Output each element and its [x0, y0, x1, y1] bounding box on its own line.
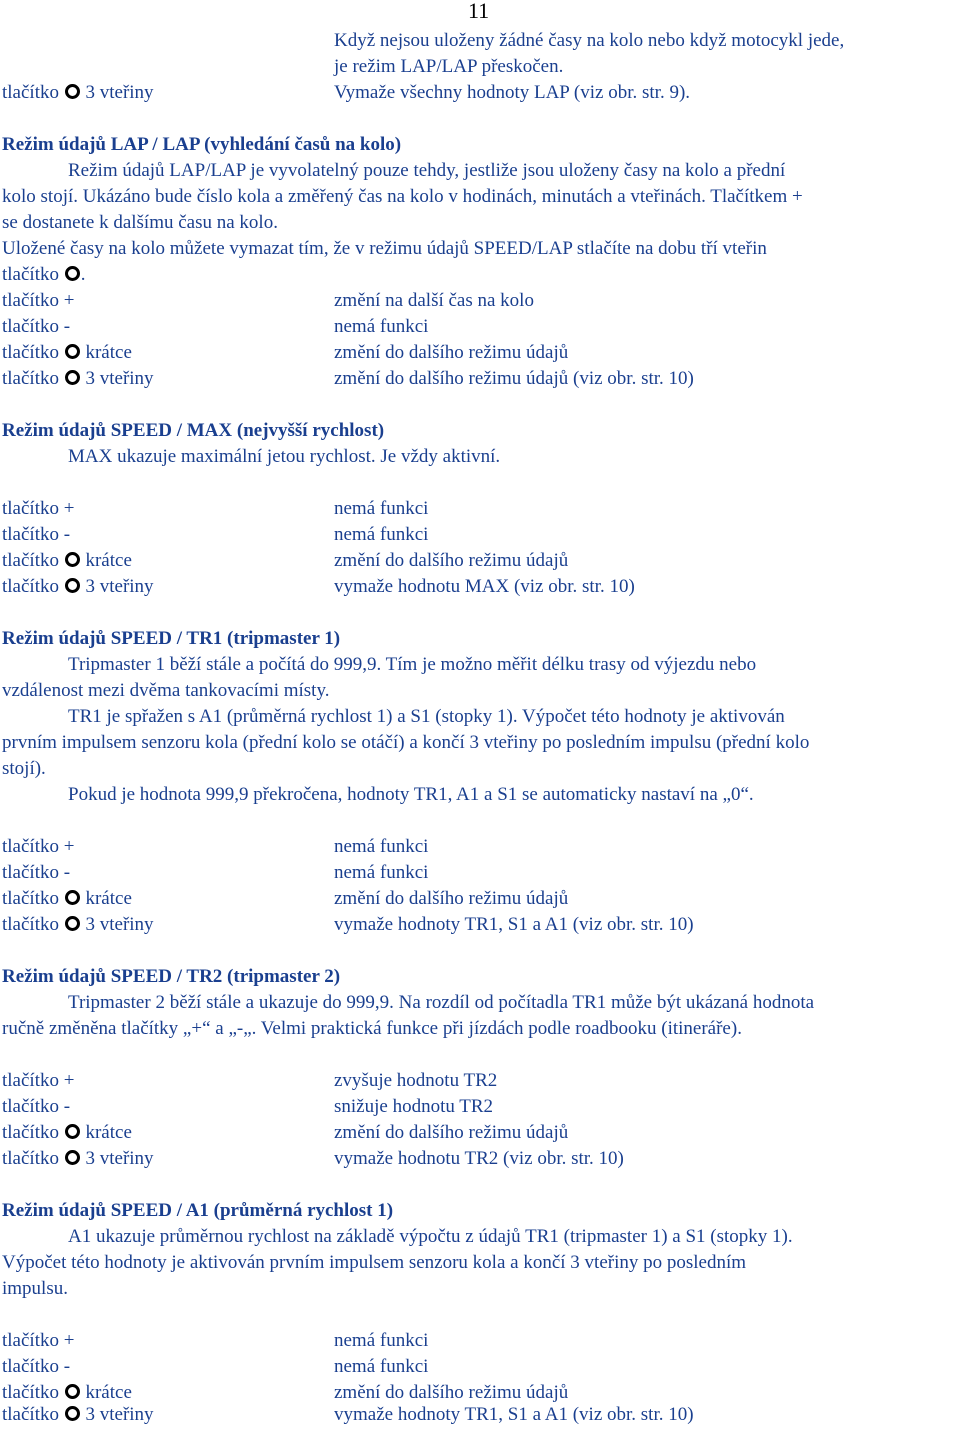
tr1-para-line-4: prvním impulsem senzoru kola (přední kolo se otáčí) a končí 3 vteřiny po posledním impulsu (přední kolo — [2, 732, 810, 753]
control-key: tlačítko krátce — [2, 1382, 132, 1403]
circle-button-icon — [65, 1406, 80, 1421]
tr1-para-line-3: TR1 je spřažen s A1 (průměrná rychlost 1) a S1 (stopky 1). Výpočet této hodnoty je aktivován — [68, 706, 785, 727]
tr1-para-line-6: Pokud je hodnota 999,9 překročena, hodnoty TR1, A1 a S1 se automaticky nastaví na „0“. — [68, 784, 754, 805]
control-row — [2, 1120, 960, 1146]
control-key: tlačítko krátce — [2, 342, 132, 363]
control-key: tlačítko 3 vteřiny — [2, 368, 154, 389]
control-action: změní do dalšího režimu údajů — [334, 1122, 569, 1143]
control-action: nemá funkci — [334, 862, 429, 883]
control-row — [2, 548, 960, 574]
control-row — [2, 912, 960, 938]
circle-button-icon — [65, 266, 80, 281]
control-action: změní do dalšího režimu údajů — [334, 550, 569, 571]
control-action: změní do dalšího režimu údajů (viz obr. str. 10) — [334, 368, 694, 389]
intro-line-1: Když nejsou uloženy žádné časy na kolo nebo když motocykl jede, — [334, 30, 845, 51]
lap-para-line-3: se dostanete k dalšímu času na kolo. — [2, 212, 278, 233]
control-key: tlačítko + — [2, 836, 75, 857]
control-key: tlačítko + — [2, 1330, 75, 1351]
intro-line-2: je režim LAP/LAP přeskočen. — [334, 56, 564, 77]
control-row — [2, 860, 960, 886]
circle-button-icon — [65, 344, 80, 359]
a1-para-line-2: Výpočet této hodnoty je aktivován prvním impulsem senzoru kola a končí 3 vteřiny po posledním — [2, 1252, 747, 1273]
circle-button-icon — [65, 370, 80, 385]
control-action: vymaže hodnotu TR2 (viz obr. str. 10) — [334, 1148, 624, 1169]
control-row — [2, 314, 960, 340]
circle-button-icon — [65, 916, 80, 931]
control-action: změní do dalšího režimu údajů — [334, 888, 569, 909]
control-row — [2, 496, 960, 522]
a1-para-line-1: A1 ukazuje průměrnou rychlost na základě výpočtu z údajů TR1 (tripmaster 1) a S1 (stopky 1). — [68, 1226, 793, 1247]
control-row — [2, 366, 960, 392]
control-row — [2, 1328, 960, 1354]
intro-action: Vymaže všechny hodnoty LAP (viz obr. str. 9). — [334, 82, 691, 103]
control-key: tlačítko 3 vteřiny — [2, 576, 154, 597]
tr1-para-line-5: stojí). — [2, 758, 46, 779]
control-action: vymaže hodnoty TR1, S1 a A1 (viz obr. str. 10) — [334, 1404, 694, 1425]
lap-para-line-2: kolo stojí. Ukázáno bude číslo kola a změřený čas na kolo v hodinách, minutách a vteřinách. Tlačítkem + — [2, 186, 803, 207]
control-key: tlačítko + — [2, 290, 75, 311]
control-key: tlačítko krátce — [2, 888, 132, 909]
control-key: tlačítko + — [2, 498, 75, 519]
control-row — [2, 1068, 960, 1094]
control-key: tlačítko 3 vteřiny — [2, 1148, 154, 1169]
control-row — [2, 834, 960, 860]
control-row — [2, 1354, 960, 1380]
control-row — [2, 288, 960, 314]
lap-para-line-1: Režim údajů LAP/LAP je vyvolatelný pouze tehdy, jestliže jsou uloženy časy na kolo a přední — [68, 160, 786, 181]
control-action: nemá funkci — [334, 524, 429, 545]
control-action: změní do dalšího režimu údajů — [334, 1382, 569, 1403]
control-key: tlačítko krátce — [2, 1122, 132, 1143]
circle-button-icon — [65, 890, 80, 905]
control-row — [2, 1094, 960, 1120]
control-action: vymaže hodnoty TR1, S1 a A1 (viz obr. str. 10) — [334, 914, 694, 935]
circle-button-icon — [65, 552, 80, 567]
page-number: 11 — [468, 0, 490, 23]
control-action: nemá funkci — [334, 1330, 429, 1351]
control-row — [2, 1146, 960, 1172]
control-row — [2, 522, 960, 548]
circle-button-icon — [65, 84, 80, 99]
control-row — [2, 340, 960, 366]
tr2-para-line-2: ručně změněna tlačítky „+“ a „-„. Velmi praktická funkce při jízdách podle roadbooku (itineráře). — [2, 1018, 742, 1039]
circle-button-icon — [65, 1124, 80, 1139]
control-action: vymaže hodnotu MAX (viz obr. str. 10) — [334, 576, 635, 597]
control-action: nemá funkci — [334, 1356, 429, 1377]
control-key: tlačítko 3 vteřiny — [2, 914, 154, 935]
tr1-para-line-2: vzdálenost mezi dvěma tankovacími místy. — [2, 680, 330, 701]
lap-para-line-4: Uložené časy na kolo můžete vymazat tím, že v režimu údajů SPEED/LAP stlačíte na dobu tří vteřin — [2, 238, 767, 259]
max-para-line-1: MAX ukazuje maximální jetou rychlost. Je vždy aktivní. — [68, 446, 501, 467]
control-action: změní na další čas na kolo — [334, 290, 534, 311]
control-action: nemá funkci — [334, 836, 429, 857]
control-key: tlačítko - — [2, 1096, 71, 1117]
control-key: tlačítko - — [2, 1356, 71, 1377]
a1-heading: Režim údajů SPEED / A1 (průměrná rychlost 1) — [2, 1200, 394, 1221]
control-key: tlačítko + — [2, 1070, 75, 1091]
circle-button-icon — [65, 578, 80, 593]
tr2-para-line-1: Tripmaster 2 běží stále a ukazuje do 999,9. Na rozdíl od počítadla TR1 může být ukázaná hodnota — [68, 992, 815, 1013]
lap-heading: Režim údajů LAP / LAP (vyhledání časů na kolo) — [2, 134, 402, 155]
control-row — [2, 1402, 960, 1428]
control-action: nemá funkci — [334, 316, 429, 337]
tr1-heading: Režim údajů SPEED / TR1 (tripmaster 1) — [2, 628, 341, 649]
control-key: tlačítko - — [2, 316, 71, 337]
control-key: tlačítko krátce — [2, 550, 132, 571]
control-key: tlačítko - — [2, 862, 71, 883]
circle-button-icon — [65, 1150, 80, 1165]
control-action: nemá funkci — [334, 498, 429, 519]
control-key: tlačítko - — [2, 524, 71, 545]
intro-key: tlačítko 3 vteřiny — [2, 82, 154, 103]
max-heading: Režim údajů SPEED / MAX (nejvyšší rychlost) — [2, 420, 385, 441]
intro-control-row — [2, 80, 960, 106]
control-row — [2, 886, 960, 912]
tr1-para-line-1: Tripmaster 1 běží stále a počítá do 999,9. Tím je možno měřit délku trasy od výjezdu nebo — [68, 654, 757, 675]
control-key: tlačítko 3 vteřiny — [2, 1404, 154, 1425]
control-row — [2, 574, 960, 600]
control-action: snižuje hodnotu TR2 — [334, 1096, 494, 1117]
tr2-heading: Režim údajů SPEED / TR2 (tripmaster 2) — [2, 966, 341, 987]
control-action: změní do dalšího režimu údajů — [334, 342, 569, 363]
control-action: zvyšuje hodnotu TR2 — [334, 1070, 498, 1091]
lap-para-line-5: tlačítko . — [2, 264, 86, 285]
a1-para-line-3: impulsu. — [2, 1278, 68, 1299]
circle-button-icon — [65, 1384, 80, 1399]
